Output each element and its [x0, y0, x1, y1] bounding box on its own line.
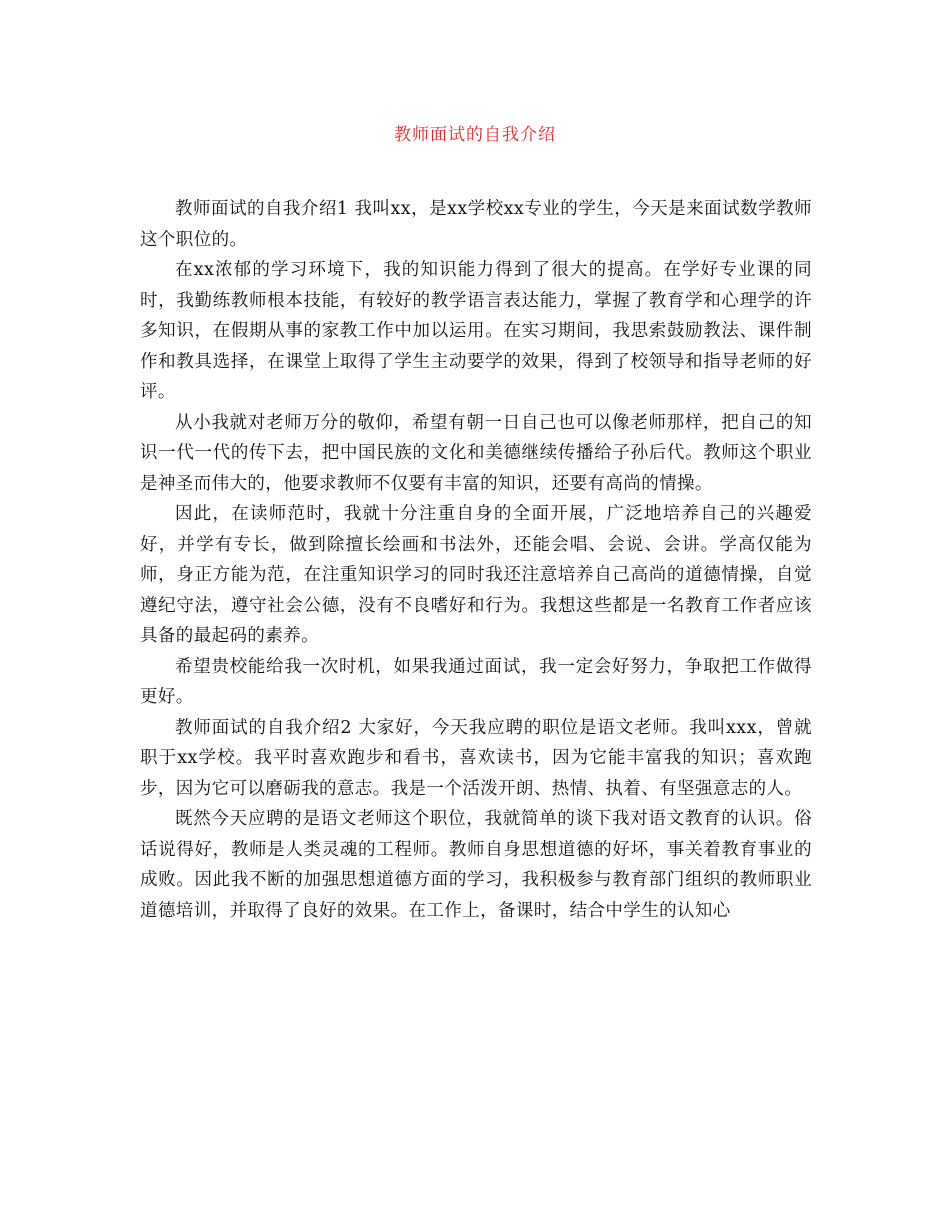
paragraph: 教师面试的自我介绍1 我叫xx，是xx学校xx专业的学生，今天是来面试数学教师这个职位的。: [140, 199, 812, 250]
document-body: [140, 194, 812, 926]
paragraph: 希望贵校能给我一次时机，如果我通过面试，我一定会好努力，争取把工作做得更好。: [140, 656, 812, 707]
paragraph: 因此，在读师范时，我就十分注重自身的全面开展，广泛地培养自己的兴趣爱好，并学有专长，做到除擅长绘画和书法外，还能会唱、会说、会讲。学高仅能为师，身正方能为范，在注重知识学习的同时我还注意培养自己高尚的道德情操，自觉遵纪守法，遵守社会公德，没有不良嗜好和行为。我想这些都是一名教育工作者应该具备的最起码的素养。: [140, 504, 812, 646]
paragraph: 既然今天应聘的是语文老师这个职位，我就简单的谈下我对语文教育的认识。俗话说得好，教师是人类灵魂的工程师。教师自身思想道德的好坏，事关着教育事业的成败。因此我不断的加强思想道德方面的学习，我积极参与教育部门组织的教师职业道德培训，并取得了良好的效果。在工作上，备课时，结合中学生的认知心: [140, 809, 812, 921]
paragraph: 在xx浓郁的学习环境下，我的知识能力得到了很大的提高。在学好专业课的同时，我勤练教师根本技能，有较好的教学语言表达能力，掌握了教育学和心理学的许多知识，在假期从事的家教工作中加以运用。在实习期间，我思索鼓励教法、课件制作和教具选择，在课堂上取得了学生主动要学的效果，得到了校领导和指导老师的好评。: [140, 260, 812, 402]
paragraph: 教师面试的自我介绍2 大家好，今天我应聘的职位是语文老师。我叫xxx，曾就职于xx学校。我平时喜欢跑步和看书，喜欢读书，因为它能丰富我的知识；喜欢跑步，因为它可以磨砺我的意志。我是一个活泼开朗、热情、执着、有坚强意志的人。: [140, 717, 812, 799]
paragraph: 从小我就对老师万分的敬仰，希望有朝一日自己也可以像老师那样，把自己的知识一代一代的传下去，把中国民族的文化和美德继续传播给子孙后代。教师这个职业是神圣而伟大的，他要求教师不仅要有丰富的知识，还要有高尚的情操。: [140, 412, 812, 494]
document-title: 教师面试的自我介绍: [394, 125, 556, 145]
